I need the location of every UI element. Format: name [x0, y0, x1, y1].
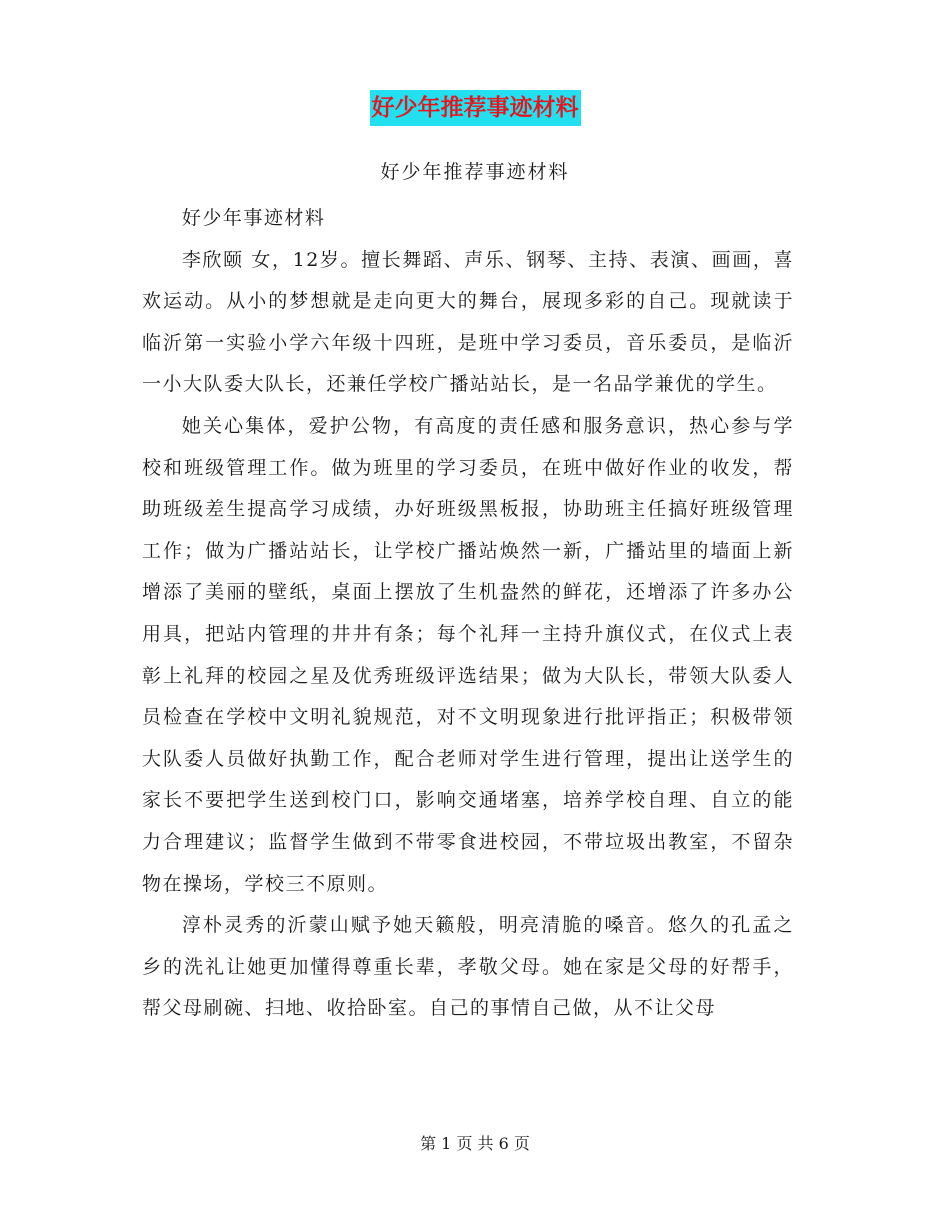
- paragraph: 李欣颐 女，12岁。擅长舞蹈、声乐、钢琴、主持、表演、画画，喜欢运动。从小的梦想就是走向更大的舞台，展现多彩的自己。现就读于临沂第一实验小学六年级十四班，是班中学习委员，音乐委员，是临沂一小大队委大队长，还兼任学校广播站站长，是一名品学兼优的学生。: [142, 248, 794, 396]
- document-title: 好少年推荐事迹材料: [370, 90, 581, 126]
- title-container: [0, 90, 950, 126]
- paragraph: 她关心集体，爱护公物，有高度的责任感和服务意识，热心参与学校和班级管理工作。做为班里的学习委员，在班中做好作业的收发，帮助班级差生提高学习成绩，办好班级黑板报，协助班主任搞好班级管理工作；做为广播站站长，让学校广播站焕然一新，广播站里的墙面上新增添了美丽的壁纸，桌面上摆放了生机盎然的鲜花，还增添了许多办公用具，把站内管理的井井有条；每个礼拜一主持升旗仪式，在仪式上表彰上礼拜的校园之星及优秀班级评选结果；做为大队长，带领大队委人员检查在学校中文明礼貌规范，对不文明现象进行批评指正；积极带领大队委人员做好执勤工作，配合老师对学生进行管理，提出让送学生的家长不要把学生送到校门口，影响交通堵塞，培养学校自理、自立的能力合理建议；监督学生做到不带零食进校园，不带垃圾出教室，不留杂物在操场，学校三不原则。: [142, 414, 794, 895]
- document-body: [142, 198, 794, 1030]
- paragraph: 淳朴灵秀的沂蒙山赋予她天籁般，明亮清脆的嗓音。悠久的孔孟之乡的洗礼让她更加懂得尊重长辈，孝敬父母。她在家是父母的好帮手，帮父母刷碗、扫地、收拾卧室。自己的事情自己做，从不让父母: [142, 914, 794, 1020]
- document-subtitle: 好少年推荐事迹材料: [380, 161, 570, 183]
- page-footer: 第 1 页 共 6 页: [420, 1134, 530, 1153]
- paragraph-heading: 好少年事迹材料: [181, 207, 326, 229]
